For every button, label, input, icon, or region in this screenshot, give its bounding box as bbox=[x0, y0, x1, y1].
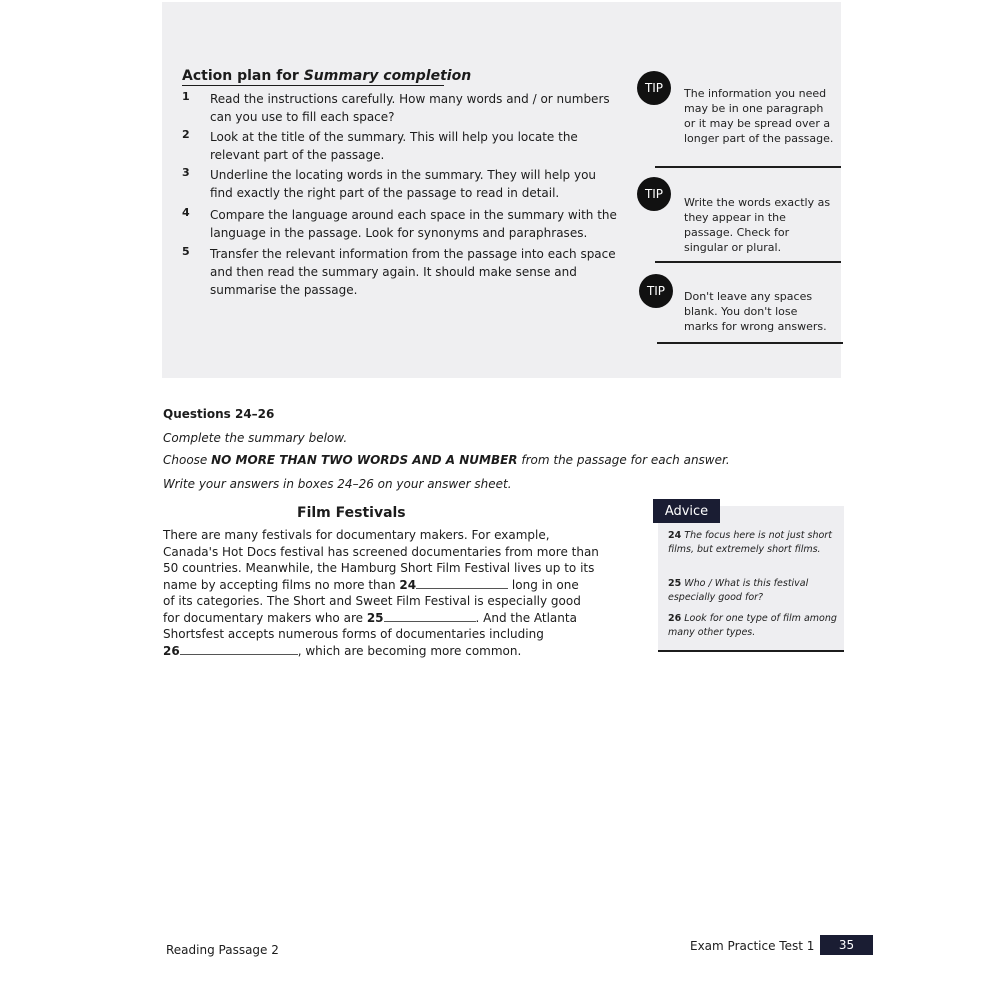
step-text: Underline the locating words in the summary. They will help you find exactly the right part of the passage to read in detail. bbox=[210, 168, 597, 200]
step-number: 1 bbox=[182, 90, 190, 103]
summary-line: 50 countries. Meanwhile, the Hamburg Short Film Festival lives up to its bbox=[163, 561, 595, 575]
advice-label: Advice bbox=[653, 499, 720, 523]
tip-badge: TIP bbox=[637, 71, 671, 105]
step-number: 5 bbox=[182, 245, 190, 258]
tip-divider bbox=[655, 261, 841, 263]
summary-title: Film Festivals bbox=[297, 505, 406, 521]
gap-25-number: 25 bbox=[366, 610, 384, 625]
step-number: 3 bbox=[182, 166, 190, 179]
gap-24-number: 24 bbox=[399, 577, 417, 592]
advice-divider bbox=[658, 650, 844, 652]
footer-test-label: Exam Practice Test 1 bbox=[690, 939, 815, 953]
step-text: Read the instructions carefully. How many words and / or numbers can you use to fill each space? bbox=[210, 92, 610, 124]
questions-heading: Questions 24–26 bbox=[163, 407, 275, 421]
summary-line: There are many festivals for documentary makers. For example, bbox=[163, 528, 550, 542]
action-plan-title: Action plan for Summary completion bbox=[182, 68, 472, 84]
gap-26-blank bbox=[180, 645, 298, 655]
tip-text: The information you need may be in one paragraph or it may be spread over a longer part of the passage. bbox=[684, 87, 834, 145]
summary-line: Canada's Hot Docs festival has screened documentaries from more than bbox=[163, 544, 599, 559]
summary-line: for documentary makers who are 25 . And the Atlanta bbox=[163, 610, 577, 625]
footer-section-label: Reading Passage 2 bbox=[166, 943, 279, 957]
tip-divider bbox=[655, 166, 841, 168]
step-text: Transfer the relevant information from the passage into each space and then read the summary again. It should make sense and summarise the passage. bbox=[210, 247, 616, 297]
summary-line: Shortsfest accepts numerous forms of documentaries including bbox=[163, 627, 544, 641]
tip-badge: TIP bbox=[637, 177, 671, 211]
gap-24-blank bbox=[416, 579, 508, 589]
summary-line: 26 , which are becoming more common. bbox=[163, 643, 522, 658]
advice-item: 24 The focus here is not just short films, but extremely short films. bbox=[668, 530, 832, 555]
summary-body bbox=[163, 527, 599, 659]
gap-25-blank bbox=[384, 612, 476, 622]
step-number: 2 bbox=[182, 128, 190, 141]
tip-badge: TIP bbox=[639, 274, 673, 308]
gap-26-number: 26 bbox=[163, 643, 180, 658]
advice-item: 25 Who / What is this festival especially good for? bbox=[668, 578, 809, 603]
step-text: Look at the title of the summary. This will help you locate the relevant part of the passage. bbox=[210, 130, 578, 162]
summary-line: of its categories. The Short and Sweet Film Festival is especially good bbox=[163, 594, 581, 608]
step-number: 4 bbox=[182, 206, 190, 219]
advice-item: 26 Look for one type of film among many other types. bbox=[668, 613, 837, 638]
instruction-answer-sheet: Write your answers in boxes 24–26 on your answer sheet. bbox=[163, 477, 512, 491]
instruction-choose: Choose NO MORE THAN TWO WORDS AND A NUMBER from the passage for each answer. bbox=[163, 453, 730, 467]
instruction-complete: Complete the summary below. bbox=[163, 431, 348, 445]
page-number: 35 bbox=[820, 935, 873, 955]
tip-text: Write the words exactly as they appear in the passage. Check for singular or plural. bbox=[684, 196, 831, 254]
tip-text: Don't leave any spaces blank. You don't lose marks for wrong answers. bbox=[684, 290, 827, 333]
step-text: Compare the language around each space in the summary with the language in the passage. Look for synonyms and paraphrases. bbox=[210, 208, 617, 240]
summary-line: name by accepting films no more than 24 long in one bbox=[163, 577, 579, 592]
tip-divider bbox=[657, 342, 843, 344]
